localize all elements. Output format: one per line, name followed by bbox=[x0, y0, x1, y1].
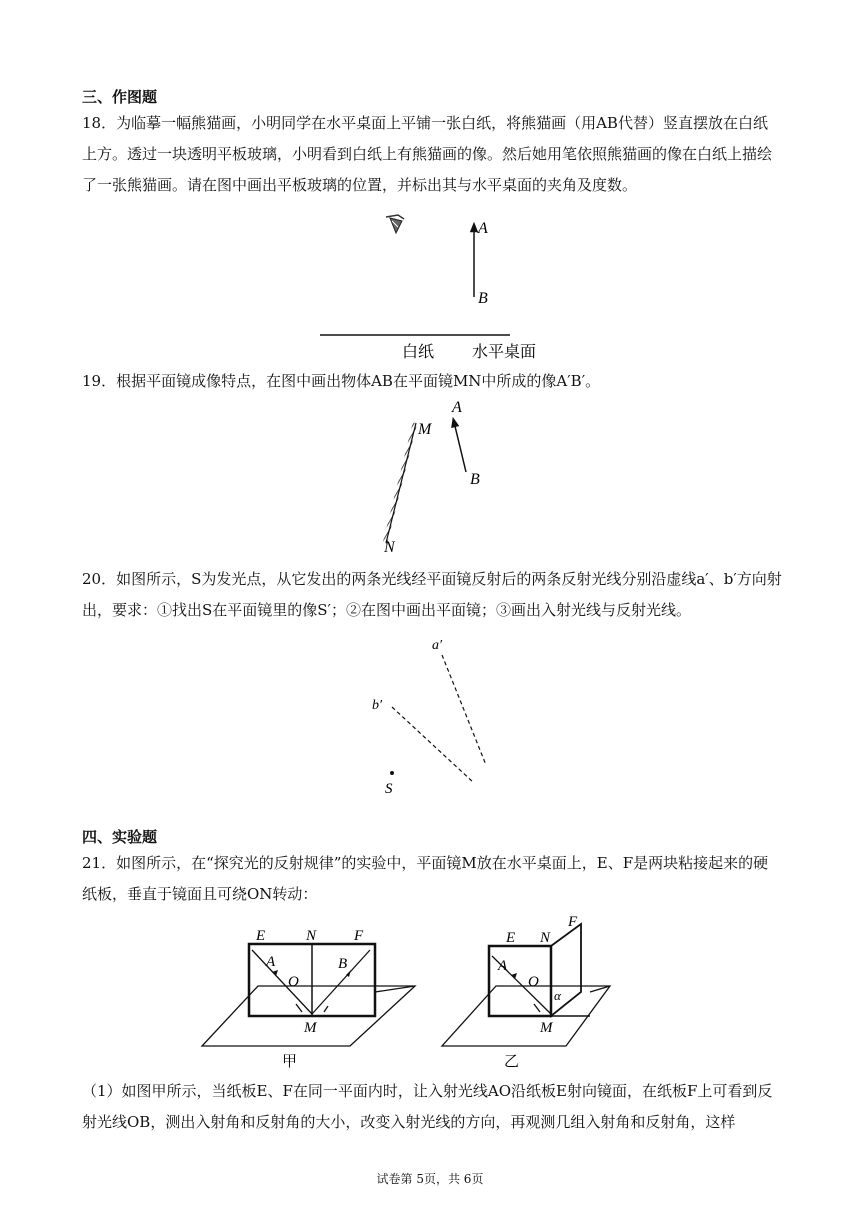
label-o: O bbox=[288, 974, 299, 990]
label-b: B bbox=[478, 290, 488, 307]
eye-icon bbox=[386, 215, 404, 233]
question-20-text: 20．如图所示，S为发光点，从它发出的两条光线经平面镜反射后的两条反射光线分别沿虚线a′、b′方向射出，要求：①找出S在平面镜里的像S′；②在图中画出平面镜；③画出入射光线与反射光线。 bbox=[82, 570, 782, 619]
label-n: N bbox=[384, 539, 395, 556]
section-title-experiment: 四、实验题 bbox=[82, 828, 158, 846]
caption-yi: 乙 bbox=[504, 1054, 520, 1070]
label-b: B bbox=[470, 471, 480, 488]
incident-ray-ao bbox=[252, 950, 312, 1014]
label-f: F bbox=[354, 928, 364, 944]
label-b: B bbox=[338, 956, 348, 972]
label-e: E bbox=[256, 928, 266, 944]
ray-a-prime bbox=[442, 655, 486, 765]
label-paper: 白纸 bbox=[402, 344, 435, 361]
section-title-drawing: 三、作图题 bbox=[82, 88, 158, 106]
label-m: M bbox=[304, 1020, 317, 1036]
question-18-text: 18．为临摹一幅熊猫画，小明同学在水平桌面上平铺一张白纸，将熊猫画（用AB代替）竖直摆放在白纸上方。透过一块透明平板玻璃，小明看到白纸上有熊猫画的像。然后她用笔依照熊猫画的像在白纸上描绘了一张熊猫画。请在图中画出平板玻璃的位置，并标出其与水平桌面的夹角及度数。 bbox=[82, 114, 773, 194]
label-f: F bbox=[568, 914, 578, 930]
label-n: N bbox=[540, 930, 551, 946]
label-a: A bbox=[452, 399, 462, 416]
label-alpha: α bbox=[554, 988, 561, 1003]
caption-jia: 甲 bbox=[282, 1054, 298, 1070]
label-a: A bbox=[498, 958, 508, 974]
label-m: M bbox=[418, 421, 432, 438]
label-a: A bbox=[478, 220, 488, 237]
figure-q18 bbox=[310, 205, 570, 365]
ray-b-prime bbox=[392, 707, 474, 783]
label-s: S bbox=[385, 781, 393, 797]
question-21-part-1: （1）如图甲所示，当纸板E、F在同一平面内时，让入射光线AO沿纸板E射向镜面，在纸板F上可看到反射光线OB，测出入射角和反射角的大小，改变入射光线的方向，再观测几组入射角和反射角，这样 bbox=[82, 1082, 773, 1131]
label-o: O bbox=[528, 974, 539, 990]
figure-q20 bbox=[360, 625, 520, 800]
label-desk: 水平桌面 bbox=[472, 344, 537, 361]
figure-q19 bbox=[360, 396, 510, 556]
question-21-text: 21．如图所示，在“探究光的反射规律”的实验中，平面镜M放在水平桌面上，E、F是两块粘接起来的硬纸板，垂直于镜面且可绕ON转动： bbox=[82, 854, 769, 903]
page-footer: 试卷第 5页，共 6页 bbox=[376, 1172, 484, 1186]
figure-jia bbox=[200, 912, 430, 1072]
label-m: M bbox=[540, 1020, 553, 1036]
label-a-prime: a′ bbox=[432, 638, 443, 653]
question-19-text: 19．根据平面镜成像特点，在图中画出物体AB在平面镜MN中所成的像A′B′。 bbox=[82, 372, 601, 390]
label-b-prime: b′ bbox=[372, 698, 383, 713]
source-point-s bbox=[390, 771, 394, 775]
label-a: A bbox=[266, 954, 276, 970]
label-n: N bbox=[306, 928, 317, 944]
figure-yi bbox=[440, 908, 620, 1072]
label-e: E bbox=[506, 930, 516, 946]
object-ab-arrow bbox=[454, 422, 466, 472]
